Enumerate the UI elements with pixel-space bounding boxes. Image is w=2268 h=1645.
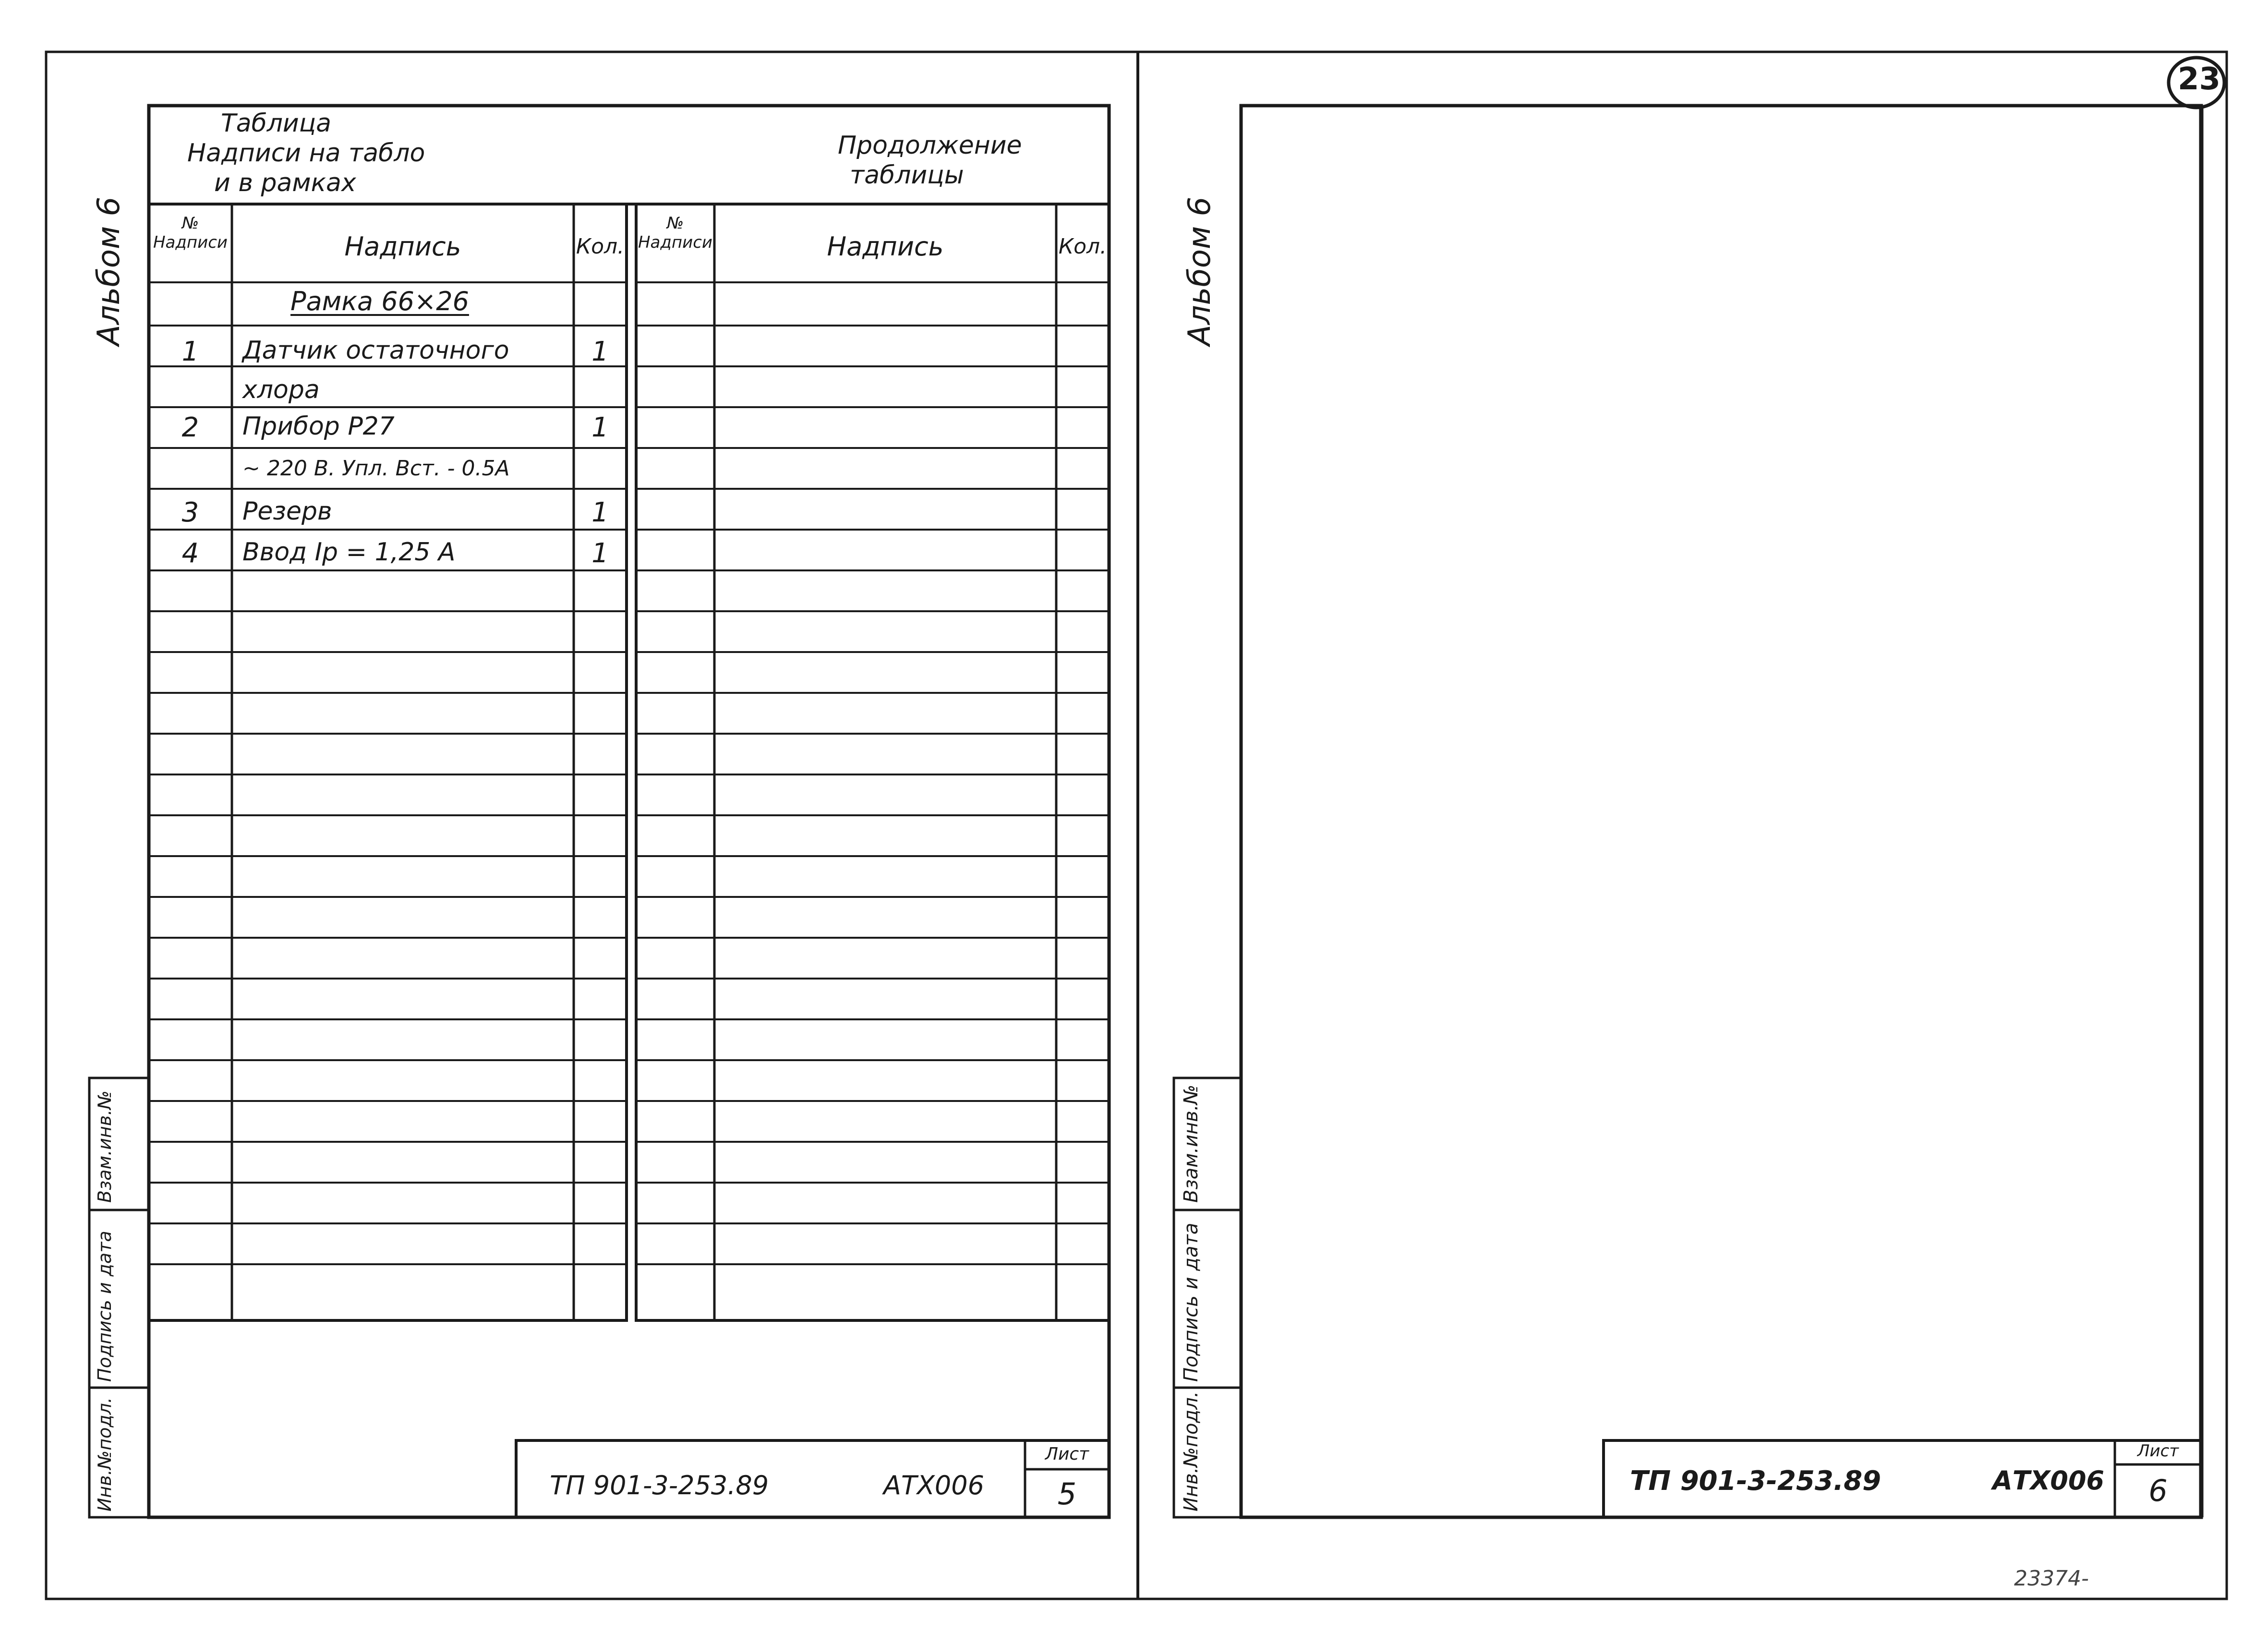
header-qty-right: Кол. (1058, 234, 1107, 259)
row-text: Резерв (242, 497, 332, 526)
header-number-sign-right: № (666, 214, 684, 233)
sheet-label-right: Лист (2137, 1441, 2179, 1461)
album-label-left: Альбом 6 (91, 196, 127, 346)
archive-number: 23374- (2014, 1566, 2089, 1591)
continuation-title (838, 131, 1022, 190)
continuation-title-line-1: Продолжение (838, 131, 1022, 160)
row-qty: 1 (591, 336, 609, 367)
row-qty: 1 (591, 497, 609, 528)
header-number-right (636, 214, 714, 252)
stamp-inv-original-right: Инв.№подл. (1180, 1391, 1202, 1512)
continuation-title-line-2: таблицы (850, 161, 964, 190)
header-number-sign: № (181, 214, 199, 233)
mark-right: АТХ006 (1992, 1465, 2104, 1496)
header-number-left (149, 214, 232, 252)
row-num: 2 (181, 412, 199, 443)
row-num: 1 (181, 336, 199, 367)
stamp-signature-date: Подпись и дата (94, 1231, 115, 1382)
frame-title: Рамка 66×26 (290, 286, 469, 316)
row-text: хлора (242, 375, 320, 404)
table-title-line-1: Таблица (221, 109, 331, 138)
stamp-inv-original: Инв.№подл. (94, 1397, 115, 1512)
row-qty: 1 (591, 538, 609, 569)
row-num: 4 (181, 538, 199, 569)
row-qty: 1 (591, 412, 609, 443)
row-text: Датчик остаточного (242, 336, 509, 365)
row-text: ~ 220 В. Упл. Вст. - 0.5А (242, 456, 510, 481)
header-qty-left: Кол. (576, 234, 625, 259)
stamp-replace-inv: Взам.инв.№ (94, 1090, 115, 1203)
album-label-right: Альбом 6 (1182, 196, 1218, 346)
page-number: 23 (2178, 61, 2221, 97)
header-inscription-left: Надпись (344, 231, 461, 262)
table-title-line-3: и в рамках (214, 169, 356, 197)
header-inscription-right: Надпись (827, 231, 944, 262)
table-title-line-2: Надписи на табло (187, 139, 425, 168)
row-num: 3 (181, 497, 199, 528)
sheet-label-left: Лист (1045, 1444, 1089, 1464)
mark-left: АТХ006 (883, 1470, 984, 1500)
row-text: Ввод Iр = 1,25 А (242, 538, 456, 567)
header-number-caption-right: Надписи (638, 233, 713, 252)
stamp-replace-inv-right: Взам.инв.№ (1180, 1084, 1202, 1203)
table-title (187, 109, 425, 198)
sheet-number-right: 6 (2148, 1473, 2168, 1508)
doc-code-left: ТП 901-3-253.89 (550, 1470, 769, 1500)
stamp-signature-date-right: Подпись и дата (1180, 1222, 1202, 1382)
doc-code-right: ТП 901-3-253.89 (1630, 1465, 1882, 1497)
header-number-caption: Надписи (153, 233, 228, 252)
row-text: Прибор Р27 (242, 412, 395, 441)
sheet-number-left: 5 (1057, 1476, 1077, 1512)
